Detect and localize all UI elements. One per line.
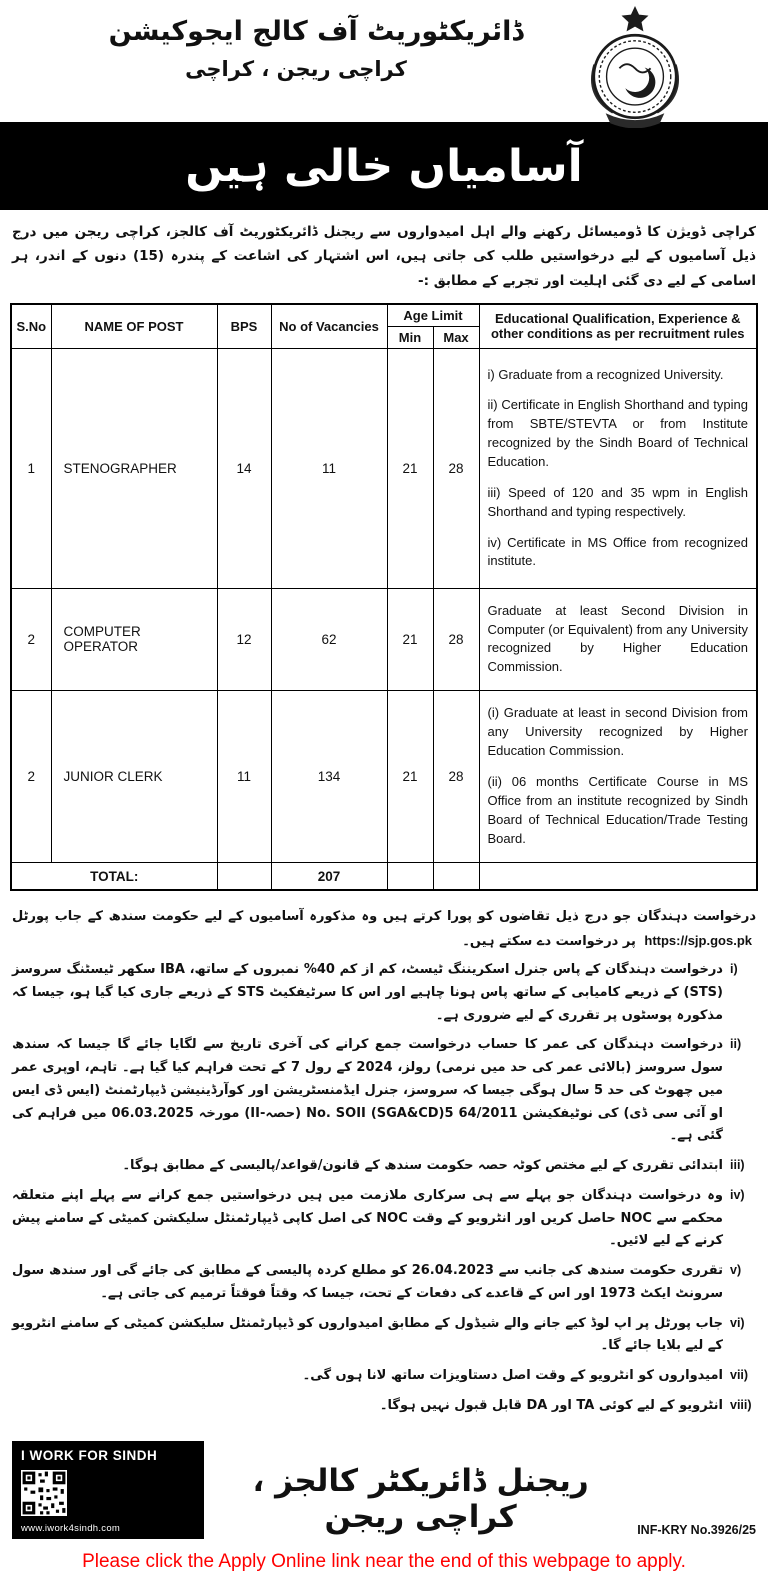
- condition-text: انٹرویو کے لیے کوئی TA اور DA قابل قبول نہیں ہوگا۔: [379, 1397, 723, 1413]
- condition-item-v: [12, 1260, 756, 1306]
- col-header-qualification: Educational Qualification, Experience & other conditions as per recruitment rules: [479, 304, 757, 349]
- col-header-age-min: Min: [387, 326, 433, 348]
- portal-instruction-after: پر درخواست دے سکتے ہیں۔: [462, 933, 636, 949]
- condition-item-viii: [12, 1395, 756, 1418]
- portal-instruction: [12, 905, 756, 953]
- condition-item-iv: [12, 1185, 756, 1253]
- iwork-for-sindh-box: [12, 1441, 204, 1539]
- iwork-body: [21, 1463, 195, 1523]
- condition-text: درخواست دہندگان کی عمر کا حساب درخواست جمع کرانے کی آخری تاریخ سے لگایا جائے گا جیسا کہ سندھ سول سروسز (بالائی عمر کی حد میں نرمی) رولز، 2024 کے رول 7 کے تحت فراہم کیا گیا ہے۔ تاہم، اوپری عمر میں چھوٹ کی حد 5 سال ہوگی جیسا کہ سروسز، جنرل ایڈمنسٹریشن اور کوآرڈینیشن ڈیپارٹمنٹ (ایس ڈی ایس او آئی سی ڈی) کی نوٹیفکیشن No. SOII (SGA&CD)5 64/2011 (حصہ-II) مورخہ 06.03.2025 میں فراہم کی گئی ہے۔: [12, 1037, 723, 1144]
- region-subtitle: کراچی ریجن ، کراچی: [185, 57, 407, 81]
- iwork-url: www.iwork4sindh.com: [21, 1522, 121, 1534]
- condition-item-vi: [12, 1313, 756, 1359]
- qualification-point: iv) Certificate in MS Office from recognized institute.: [487, 534, 748, 569]
- intro-paragraph: کراچی ڈویژن کا ڈومیسائل رکھنے والے اہل امیدواروں سے ریجنل ڈائریکٹوریٹ آف کالجز، کراچی ریجن میں درج ذیل آسامیوں کے لیے درخواستیں طلب کی جاتی ہیں، اس اشتہار کی اشاعت کے پندرہ (15) دنوں کے اندر، ہر اسامی کے لیے دی گئی اہلیت اور تجربے کے مطابق :-: [12, 224, 756, 289]
- footer: [0, 1429, 768, 1543]
- signature-regional-director: ریجنل ڈائریکٹر کالجز ، کراچی ریجن: [252, 1462, 589, 1535]
- condition-number: v): [730, 1263, 742, 1278]
- cell-sno: 1: [11, 348, 51, 588]
- total-value: 207: [271, 862, 387, 890]
- condition-number: vii): [730, 1368, 749, 1383]
- cell-age-max: 28: [433, 690, 479, 862]
- condition-text: امیدواروں کو انٹرویو کے وقت اصل دستاویزات ساتھ لانا ہوں گی۔: [302, 1368, 723, 1384]
- cell-sno: 2: [11, 690, 51, 862]
- qr-code-icon: [21, 1470, 67, 1516]
- vacancy-banner-text: آسامیاں خالی ہیں: [185, 140, 583, 192]
- cell-post: JUNIOR CLERK: [51, 690, 217, 862]
- empty-cell: [387, 862, 433, 890]
- condition-text: جاب پورٹل پر اپ لوڈ کیے جانے والے شیڈول کے مطابق امیدواروں کو ڈیپارٹمنٹل سلیکشن کمیٹی کے سامنے انٹرویو کے لیے بلایا جائے گا۔: [12, 1315, 723, 1354]
- cell-qualification: [479, 348, 757, 588]
- cell-bps: 12: [217, 588, 271, 690]
- cell-bps: 14: [217, 348, 271, 588]
- condition-item-iii: [12, 1155, 756, 1178]
- qualification-point: i) Graduate from a recognized University.: [487, 366, 724, 382]
- portal-instruction-before: درخواست دہندگان جو درج ذیل تقاضوں کو پورا کرتے ہیں وہ مذکورہ آسامیوں کے لیے حکومت سندھ کے جاب پورٹل: [12, 909, 756, 925]
- cell-post: STENOGRAPHER: [51, 348, 217, 588]
- empty-cell: [433, 862, 479, 890]
- apply-online-note: Please click the Apply Online link near the end of this webpage to apply.: [82, 1550, 686, 1572]
- table-row-computer-operator: [11, 588, 757, 690]
- cell-sno: 2: [11, 588, 51, 690]
- cell-qualification: [479, 690, 757, 862]
- cell-age-min: 21: [387, 588, 433, 690]
- cell-bps: 11: [217, 690, 271, 862]
- cell-age-min: 21: [387, 348, 433, 588]
- condition-item-i: [12, 959, 756, 1027]
- cell-post: COMPUTER OPERATOR: [51, 588, 217, 690]
- table-row-total: [11, 862, 757, 890]
- condition-text: ابتدائی تقرری کے لیے مختص کوٹہ حصہ حکومت سندھ کے قانون/قواعد/پالیسی کے مطابق ہوگا۔: [122, 1158, 723, 1174]
- header: [0, 0, 768, 122]
- cell-vacancies: 62: [271, 588, 387, 690]
- col-header-age-limit: Age Limit: [387, 304, 479, 327]
- job-portal-url[interactable]: https://sjp.gos.pk: [644, 932, 752, 948]
- qualification-point: iii) Speed of 120 and 35 wpm in English Shorthand and typing respectively.: [487, 484, 748, 519]
- qualification-point: (i) Graduate at least in second Division from any University recognized by Higher Education Commission.: [487, 705, 748, 759]
- directorate-title: ڈائریکٹوریٹ آف کالج ایجوکیشن: [108, 16, 524, 47]
- col-header-bps: BPS: [217, 304, 271, 349]
- table-row-stenographer: [11, 348, 757, 588]
- col-header-post: NAME OF POST: [51, 304, 217, 349]
- sindh-emblem-logo: [580, 4, 690, 133]
- col-header-sno: S.No: [11, 304, 51, 349]
- vacancies-table: [10, 303, 758, 892]
- condition-number: iii): [730, 1158, 745, 1173]
- condition-number: iv): [730, 1187, 745, 1202]
- condition-item-ii: [12, 1034, 756, 1148]
- qualification-point: ii) Certificate in English Shorthand and typing from SBTE/STEVTA or from Institute recognized by the Sindh Board of Technical Education.: [487, 397, 748, 469]
- condition-text: وہ درخواست دہندگان جو پہلے سے ہی سرکاری ملازمت میں ہیں درخواستیں جمع کرانے سے پہلے اپنے متعلقہ محکمے سے NOC حاصل کریں اور انٹرویو کے وقت NOC کی اصل کاپی ڈیپارٹمنٹل سلیکشن کمیٹی کے سامنے پیش کرنے کے لیے لائیں۔: [12, 1187, 723, 1249]
- conditions-section: [0, 897, 768, 1428]
- condition-text: درخواست دہندگان کے پاس جنرل اسکریننگ ٹیسٹ، کم از کم 40% نمبروں کے ساتھ، IBA سکھر ٹیسٹنگ سروسز (STS) کے ذریعے کامیابی کے ساتھ پاس ہونا چاہیے اور اس کا سرٹیفکیٹ STS کے ذریعے جاری کیا گیا ہو، جیسا کہ مذکورہ پوسٹوں پر تقرری کے لیے ضروری ہے۔: [12, 962, 723, 1023]
- empty-cell: [217, 862, 271, 890]
- cell-age-max: 28: [433, 348, 479, 588]
- table-row-junior-clerk: [11, 690, 757, 862]
- condition-number: i): [730, 962, 738, 977]
- condition-number: ii): [730, 1037, 742, 1052]
- qualification-point: (ii) 06 months Certificate Course in MS Office from an institute recognized by Sindh Board of Technical Education/Trade Testing Board.: [487, 773, 748, 846]
- iwork-title: I WORK FOR SINDH: [21, 1447, 158, 1463]
- condition-number: viii): [730, 1397, 752, 1412]
- advert-ref-number: INF-KRY No.3926/25: [637, 1522, 756, 1537]
- cell-age-max: 28: [433, 588, 479, 690]
- cell-qualification: [479, 588, 757, 690]
- col-header-age-max: Max: [433, 326, 479, 348]
- cell-age-min: 21: [387, 690, 433, 862]
- condition-number: vi): [730, 1315, 745, 1330]
- condition-text: تقرری حکومت سندھ کی جانب سے 26.04.2023 کو مطلع کردہ پالیسی کے مطابق کی جائے گی اور سندھ سول سرونٹ ایکٹ 1973 اور اس کے قاعدے کی دفعات کے تحت، جیسا کہ وقتاً فوقتاً ترمیم کی جاتی ہے۔: [12, 1263, 723, 1301]
- total-label: TOTAL:: [11, 862, 217, 890]
- col-header-vacancies: No of Vacancies: [271, 304, 387, 349]
- cell-vacancies: 11: [271, 348, 387, 588]
- header-titles: [16, 10, 616, 81]
- condition-item-vii: [12, 1365, 756, 1388]
- qualification-point: Graduate at least Second Division in Computer (or Equivalent) from any University recognized by Higher Education Commission.: [487, 602, 748, 675]
- vacancy-banner: [0, 122, 768, 210]
- cell-vacancies: 134: [271, 690, 387, 862]
- empty-cell: [479, 862, 757, 890]
